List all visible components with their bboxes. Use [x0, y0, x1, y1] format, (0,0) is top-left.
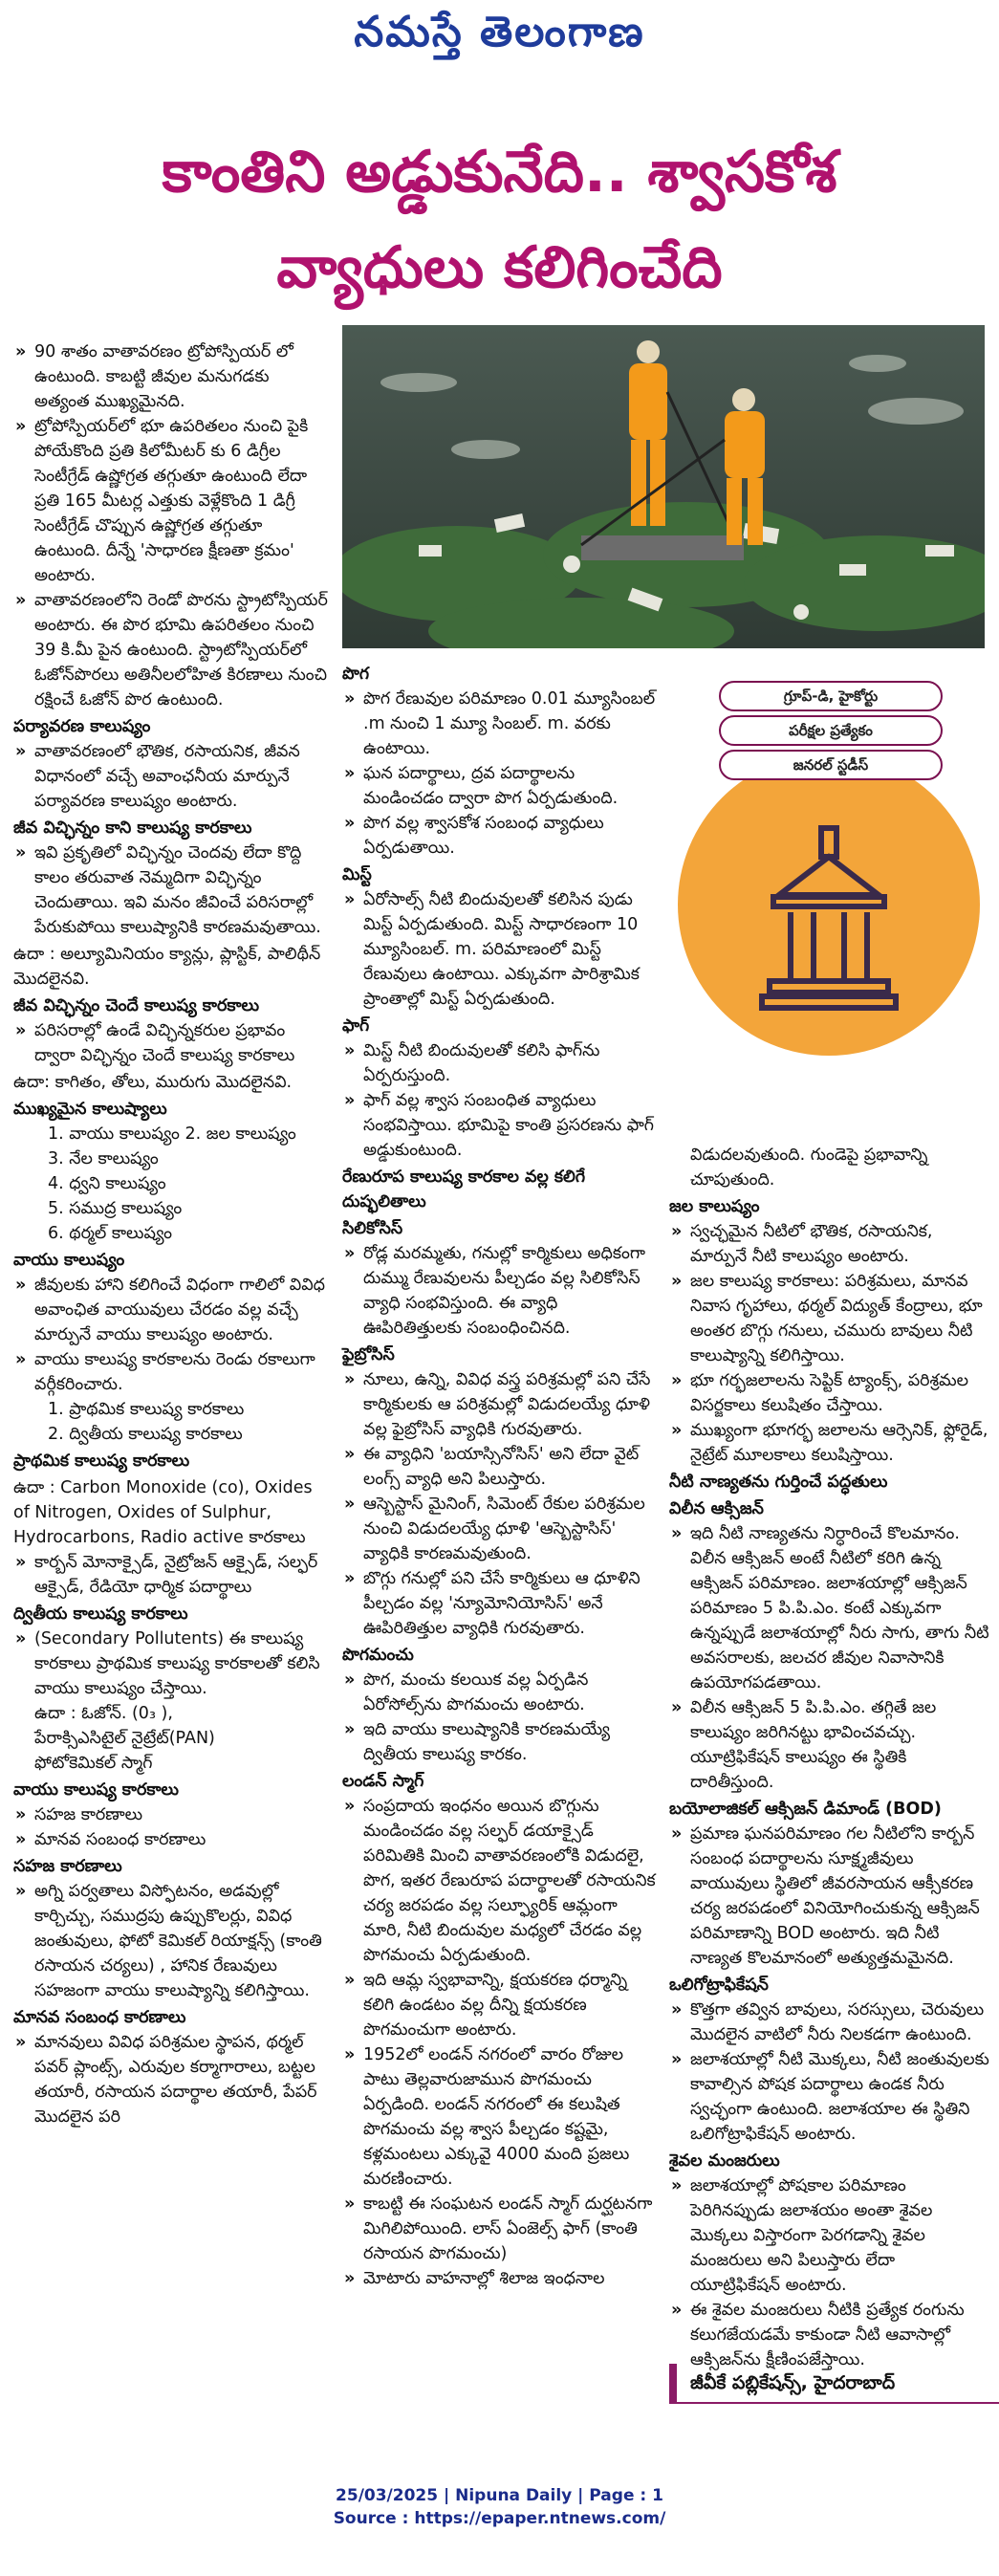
- badge-line-2: పరీక్షల ప్రత్యేకం: [719, 715, 943, 746]
- paragraph: » కొత్తగా తవ్విన బావులు, సరస్సులు, చెరువులు మొదలైన వాటిలో నీరు నిలకడగా ఉంటుంది.: [669, 1997, 989, 2047]
- paragraph: » జీవులకు హాని కలిగించే విధంగా గాలిలో వివిధ అవాంఛిత వాయువులు చేరడం వల్ల వచ్చే మార్పునే వాయు కాలుష్యం అంటారు.: [13, 1273, 329, 1347]
- paragraph: » మానవులు వివిధ పరిశ్రమల స్థాపన, థర్మల్ పవర్ ప్లాంట్స్, ఎరువుల కర్మాగారాలు, బట్టల తయారీ, రసాయన పదార్థాల తయారీ, పేపర్ మొదలైన పరి: [13, 2030, 329, 2129]
- paragraph: » అగ్ని పర్వతాలు విస్ఫోటనం, అడవుల్లో కార్చిచ్చు, సముద్రపు ఉప్పుకొలర్లు, వివిధ జంతువులు, ఫోటో కెమికల్ రియాక్షన్స్ (కాంతి రసాయన చర్యలు) , హానిక రేణువులు సహజంగా వాయు కాలుష్యాన్ని కలిగిస్తాయి.: [13, 1879, 329, 2003]
- photo-workers-cleaning-lake: [342, 325, 985, 648]
- subheading: ఫాగ్: [342, 1016, 370, 1036]
- paragraph: » జలాశయాల్లో పోషకాల పరిమాణం పెరిగినప్పుడు జలాశయం అంతా శైవల మొక్కలు విస్తారంగా పెరగడాన్ని శైవల మంజరులు అని పిలుస్తారు లేదా యూట్రిఫికేషన్ అంటారు.: [669, 2173, 989, 2298]
- list-item: 6. థర్మల్ కాలుష్యం: [48, 1224, 173, 1243]
- paragraph: » పరిసరాల్లో ఉండే విచ్ఛిన్నకరుల ప్రభావం ద్వారా విచ్ఛిన్నం చెందే కాలుష్య కారకాలు: [13, 1018, 329, 1068]
- paragraph: » 90 శాతం వాతావరణం ట్రోపోస్పియర్ లో ఉంటుంది. కాబట్టి జీవుల మనుగడకు అత్యంత ముఖ్యమైనది.: [13, 339, 329, 414]
- paragraph: » కార్బన్ మోనాక్సైడ్, నైట్రోజన్ ఆక్సైడ్, సల్ఫర్ ఆక్సైడ్, రేడియో ధార్మిక పదార్థాలు: [13, 1550, 329, 1600]
- paragraph: » సంప్రదాయ ఇంధనం అయిన బొగ్గును మండించడం వల్ల సల్ఫర్ డయాక్సైడ్ పరిమితికి మించి వాతావరణంలోకి విడుదలై, పొగ, ఇతర రేణురూప పదార్థాలతో రసాయనిక చర్య జరపడం వల్ల సల్ఫ్యూరిక్ ఆమ్లంగా మారి, నీటి బిందువుల మధ్యలో చేరడం వల్ల పొగమంచు ఏర్పడుతుంది.: [342, 1794, 658, 1968]
- paragraph: » నూలు, ఉన్ని, వివిధ వస్త్ర పరిశ్రమల్లో పని చేసే కార్మికులకు ఆ పరిశ్రమల్లో విడుదలయ్యే ధూళి వల్ల ఫైబ్రోసిస్ వ్యాధికి గురవుతారు.: [342, 1367, 658, 1442]
- subheading: పొగ: [342, 665, 370, 684]
- badge-line-1: గ్రూప్-డి, హైకోర్టు: [719, 681, 943, 711]
- list-item: 1. ప్రాథమిక కాలుష్య కారకాలు: [48, 1400, 245, 1419]
- paragraph: » ఘన పదార్థాలు, ద్రవ పదార్థాలను మండించడం ద్వారా పొగ ఏర్పడుతుంది.: [342, 761, 658, 811]
- article-photo: [342, 325, 985, 648]
- subheading: జల కాలుష్యం: [669, 1197, 760, 1216]
- subheading: పొగమంచు: [342, 1646, 414, 1665]
- example: ఉదా: కాగితం, తోలు, మురుగు మొదలైనవి.: [13, 1073, 293, 1092]
- list-item: » సహజ కారణాలు: [13, 1802, 329, 1827]
- publisher-signature: జీవీకే పబ్లికేషన్స్, హైదరాబాద్: [669, 2364, 999, 2404]
- paragraph: » ట్రోపోస్పియర్‌లో భూ ఉపరితలం నుంచి పైకి పోయేకొంది ప్రతి కిలోమీటర్ కు 6 డిగ్రీల సెంటీగ్రేడ్ ఉష్ణోగ్రత తగ్గుతూ ఉంటుంది లేదా ప్రతి 165 మీటర్ల ఎత్తుకు వెళ్లేకొంది 1 డిగ్రీ సెంటీగ్రేడ్ చొప్పున ఉష్ణోగ్రత తగ్గుతూ ఉంటుంది. దీన్నే 'సాధారణ క్షీణతా క్రమం' అంటారు.: [13, 414, 329, 588]
- paragraph: » ఈ శైవల మంజరులు నీటికి ప్రత్యేక రంగును కలుగజేయడమే కాకుండా నీటి ఆవాసాల్లో ఆక్సిజన్‌ను క్షీణింపజేస్తాయి.: [669, 2298, 989, 2372]
- subheading: మిస్ట్: [342, 865, 372, 884]
- paragraph: » భూ గర్భజలాలను సెప్టిక్ ట్యాంక్స్, పరిశ్రమల విసర్జకాలు కలుషితం చేస్తాయి.: [669, 1368, 989, 1418]
- subheading: విలీన ఆక్సిజన్: [669, 1499, 764, 1518]
- example: పేరాక్సిఎసిటైల్ నైట్రేట్(PAN): [34, 1729, 215, 1748]
- subheading: సహజ కారణాలు: [13, 1857, 122, 1876]
- paragraph: » ఏరోసాల్స్ నీటి బిందువులతో కలిసిన పుడు మిస్ట్ ఏర్పడుతుంది. మిస్ట్ సాధారణంగా 10 మ్యూసింబల్. m. పరిమాణంలో మిస్ట్ రేణువులు ఉంటాయి. ఎక్కువగా పారిశ్రామిక ప్రాంతాల్లో మిస్ట్ ఏర్పడుతుంది.: [342, 887, 658, 1012]
- subheading: ఒలిగోట్రాఫికేషన్: [669, 1976, 769, 1995]
- list-item: 4. ధ్వని కాలుష్యం: [48, 1174, 166, 1193]
- list-item: 3. నేల కాలుష్యం: [48, 1149, 159, 1168]
- example: ఉదా : Carbon Monoxide (co), Oxides of Nitrogen, Oxides of Sulphur, Hydrocarbons, Radio active కారకాలు: [13, 1478, 313, 1547]
- paragraph: » పొగ, మంచు కలయిక వల్ల ఏర్పడిన ఏరోసోల్స్‌ను పొగమంచు అంటారు.: [342, 1668, 658, 1717]
- column-3: [669, 1143, 989, 2372]
- paragraph: » విలీన ఆక్సిజన్ 5 పి.పి.ఎం. తగ్గితే జల కాలుష్యం జరిగినట్టు భావించవచ్చు. యూట్రిఫికేషన్ కాలుష్యం ఈ స్థితికి దారితీస్తుంది.: [669, 1695, 989, 1795]
- paragraph: » 1952లో లండన్ నగరంలో వారం రోజుల పాటు తెల్లవారుజామున పొగమంచు ఏర్పడింది. లండన్ నగరంలో ఈ కలుషిత పొగమంచు వల్ల శ్వాస పీల్చడం కష్టమై, కళ్లమంటలు ఎక్కువై 4000 మంది ప్రజలు మరణించారు.: [342, 2042, 658, 2192]
- subheading: వాయు కాలుష్య కారకాలు: [13, 1780, 179, 1800]
- paragraph: » ఇది వాయు కాలుష్యానికి కారణమయ్యే ద్వితీయ కాలుష్య కారకం.: [342, 1717, 658, 1767]
- subheading: జీవ విచ్ఛిన్నం చెందే కాలుష్య కారకాలు: [13, 996, 259, 1015]
- paragraph: » స్వచ్ఛమైన నీటిలో భౌతిక, రసాయనిక, మార్పునే నీటి కాలుష్యం అంటారు.: [669, 1219, 989, 1269]
- paragraph: » ముఖ్యంగా భూగర్భ జలాలను ఆర్సెనిక్, ఫ్లోరైడ్, నైట్రేట్ మూలకాలు కలుషిస్తాయి.: [669, 1418, 989, 1468]
- badge-line-3: జనరల్ స్టడీస్: [719, 750, 943, 780]
- paragraph: » ఈ వ్యాధిని 'బయాస్సినోసిస్' అని లేదా వైట్ లంగ్స్ వ్యాధి అని పిలుస్తారు.: [342, 1442, 658, 1492]
- masthead: నమస్తే తెలంగాణ: [354, 8, 645, 56]
- paragraph: » మిస్ట్ నీటి బిందువులతో కలిసి ఫాగ్‌ను ఏర్పరుస్తుంది.: [342, 1038, 658, 1088]
- subheading: బయోలాజికల్ ఆక్సిజన్ డిమాండ్ (BOD): [669, 1800, 942, 1819]
- paragraph: » ఫాగ్ వల్ల శ్వాస సంబంధిత వ్యాధులు సంభవిస్తాయి. భూమిపై కాంతి ప్రసరణను ఫాగ్ అడ్డుకుంటుంది.: [342, 1088, 658, 1163]
- example: ఫోటోకెమికల్ స్మాగ్: [34, 1754, 153, 1773]
- paragraph: » ఇది నీటి నాణ్యతను నిర్ధారించే కొలమానం. విలీన ఆక్సిజన్ అంటే నీటిలో కరిగి ఉన్న ఆక్సిజన్ పరిమాణం. జలాశయాల్లో ఆక్సిజన్ పరిమాణం 5 పి.పి.ఎం. కంటే ఎక్కువగా ఉన్నప్పుడే జలాశయాల్లో నీరు సాగు, తాగు నీటి అవసరాలకు, జలచర జీవుల నివాసానికి ఉపయోగపడతాయి.: [669, 1521, 989, 1695]
- paragraph: » పొగ రేణువుల పరిమాణం 0.01 మ్యూసింబల్ .m నుంచి 1 మ్యూ సింబల్. m. వరకు ఉంటాయి.: [342, 687, 658, 761]
- paragraph: » మోటారు వాహనాల్లో శిలాజ ఇంధనాల: [342, 2266, 658, 2291]
- subheading: ద్వితీయ కాలుష్య కారకాలు: [13, 1605, 188, 1624]
- list-item: » మానవ సంబంధ కారణాలు: [13, 1827, 329, 1852]
- paragraph: » వాతావరణంలో భౌతిక, రసాయనిక, జీవన విధానంలో వచ్చే అవాంఛనీయ మార్పునే పర్యావరణ కాలుష్యం అంటారు.: [13, 739, 329, 814]
- paragraph: » జల కాలుష్య కారకాలు: పరిశ్రమలు, మానవ నివాస గృహాలు, థర్మల్ విద్యుత్ కేంద్రాలు, భూ అంతర బొగ్గు గనులు, చమురు బావులు నీటి కాలుష్యాన్ని కలిగిస్తాయి.: [669, 1269, 989, 1368]
- example: ఉదా : ఓజోన్. (0₃ ),: [34, 1704, 173, 1723]
- paragraph: » ఆస్బెస్టాస్ మైనింగ్, సిమెంట్ రేకుల పరిశ్రమల నుంచి విడుదలయ్యే ధూళి 'ఆస్బెస్టాసిస్' వ్యాధికి కారణమవుతుంది.: [342, 1492, 658, 1566]
- subheading: వాయు కాలుష్యం: [13, 1251, 125, 1270]
- paragraph: » వాతావరణంలోని రెండో పొరను స్ట్రాటోస్పియర్ అంటారు. ఈ పొర భూమి ఉపరితలం నుంచి 39 కి.మీ పైన ఉంటుంది. స్ట్రాటోస్పియర్‌లో ఓజోన్‌పొరలు అతినీలలోహిత కిరణాలు నుంచి రక్షించే ఓజోన్ పొర ఉంటుంది.: [13, 588, 329, 712]
- headline: [0, 124, 999, 316]
- subheading: మానవ సంబంధ కారణాలు: [13, 2008, 186, 2027]
- footer-source: Source : https://epaper.ntnews.com/: [333, 2509, 666, 2528]
- paragraph: » వాయు కాలుష్య కారకాలను రెండు రకాలుగా వర్గీకరించారు.: [13, 1347, 329, 1397]
- footer-date-page: 25/03/2025 | Nipuna Daily | Page : 1: [336, 2486, 663, 2505]
- paragraph: » ఇది ఆమ్ల స్వభావాన్ని, క్షయకరణ ధర్మాన్ని కలిగి ఉండటం వల్ల దీన్ని క్షయకరణ పొగమంచుగా అంటారు.: [342, 1968, 658, 2042]
- subheading: పర్యావరణ కాలుష్యం: [13, 717, 151, 736]
- paragraph: » రోడ్ల మరమ్మతు, గనుల్లో కార్మికులు అధికంగా దుమ్ము రేణువులను పీల్చడం వల్ల సిలికోసిస్ వ్యాధి సంభవిస్తుంది. ఈ వ్యాధి ఊపిరితిత్తులకు సంబంధించినది.: [342, 1241, 658, 1341]
- subheading: ప్రాథమిక కాలుష్య కారకాలు: [13, 1452, 190, 1471]
- list-item: 2. ద్వితీయ కాలుష్య కారకాలు: [48, 1425, 243, 1444]
- subheading: లండన్ స్మాగ్: [342, 1772, 424, 1791]
- paragraph: » (Secondary Pollutents) ఈ కాలుష్య కారకాలు ప్రాథమిక కాలుష్య కారకాలతో కలిసి వాయు కాలుష్యం చేస్తాయి.: [13, 1626, 329, 1701]
- paragraph: » ప్రమాణ ఘనపరిమాణం గల నీటిలోని కార్బన్ సంబంధ పదార్థాలను సూక్ష్మజీవులు వాయువులు స్థితిలో జీవరసాయన ఆక్సీకరణ చర్య జరపడంలో వినియోగించుకున్న ఆక్సిజన్ పరిమాణాన్ని BOD అంటారు. ఇది నీటి నాణ్యత కొలమానంలో అత్యుత్తమమైనది.: [669, 1822, 989, 1971]
- subheading: ఫైబ్రోసిస్: [342, 1345, 395, 1364]
- subheading: ముఖ్యమైన కాలుష్యాలు: [13, 1100, 167, 1119]
- example: ఉదా : అల్యూమినియం క్యాన్లు, ప్లాస్టిక్, పాలిథీన్ మొదలైనవి.: [13, 945, 321, 989]
- paragraph: » ఇవి ప్రకృతిలో విచ్ఛిన్నం చెందవు లేదా కొద్ది కాలం తరువాత నెమ్మదిగా విచ్ఛిన్నం చెందుతాయి. ఇవి మనం జీవించే పరిసరాల్లో పేరుకుపోయి కాలుష్యానికి కారణమవుతాయి.: [13, 840, 329, 940]
- subheading: సిలికోసిస్: [342, 1219, 403, 1238]
- paragraph: విడుదలవుతుంది. గుండెపై ప్రభావాన్ని చూపుతుంది.: [690, 1146, 928, 1190]
- paragraph: » కాబట్టి ఈ సంఘటన లండన్ స్మాగ్ దుర్ఘటనగా మిగిలిపోయింది. లాస్ ఏంజెల్స్ ఫాగ్ (కాంతి రసాయన పొగమంచు): [342, 2192, 658, 2266]
- headline-line-2: వ్యాధులు కలిగించేది: [276, 234, 723, 301]
- subheading: రేణురూప కాలుష్య కారకాల వల్ల కలిగే దుష్ఫలితాలు: [342, 1168, 586, 1212]
- paragraph: » జలాశయాల్లో నీటి మొక్కలు, నీటి జంతువులకు కావాల్సిన పోషక పదార్థాలు ఉండక నీరు స్వచ్ఛంగా ఉంటుంది. జలాశయాల ఈ స్థితిని ఒలిగోట్రాఫికేషన్ అంటారు.: [669, 2047, 989, 2147]
- headline-line-1: కాంతిని అడ్డుకునేది.. శ్వాసకోశ: [162, 139, 837, 206]
- list-item: 5. సముద్ర కాలుష్యం: [48, 1199, 183, 1218]
- column-2: [342, 660, 658, 2291]
- subheading: శైవల మంజరులు: [669, 2151, 780, 2171]
- subheading: నీటి నాణ్యతను గుర్తించే పద్ధతులు: [669, 1473, 888, 1492]
- subheading: జీవ విచ్ఛిన్నం కాని కాలుష్య కారకాలు: [13, 819, 252, 838]
- paragraph: » పొగ వల్ల శ్వాసకోశ సంబంధ వ్యాధులు ఏర్పడుతాయి.: [342, 811, 658, 861]
- paragraph: » బొగ్గు గనుల్లో పని చేసే కార్మికులు ఆ ధూళిని పీల్చడం వల్ల 'న్యూమోనియోసిస్' అనే ఊపిరితిత్తుల వ్యాధికి గురవుతారు.: [342, 1566, 658, 1641]
- column-1: [13, 339, 329, 2129]
- list-item: 1. వాయు కాలుష్యం 2. జల కాలుష్యం: [48, 1124, 296, 1144]
